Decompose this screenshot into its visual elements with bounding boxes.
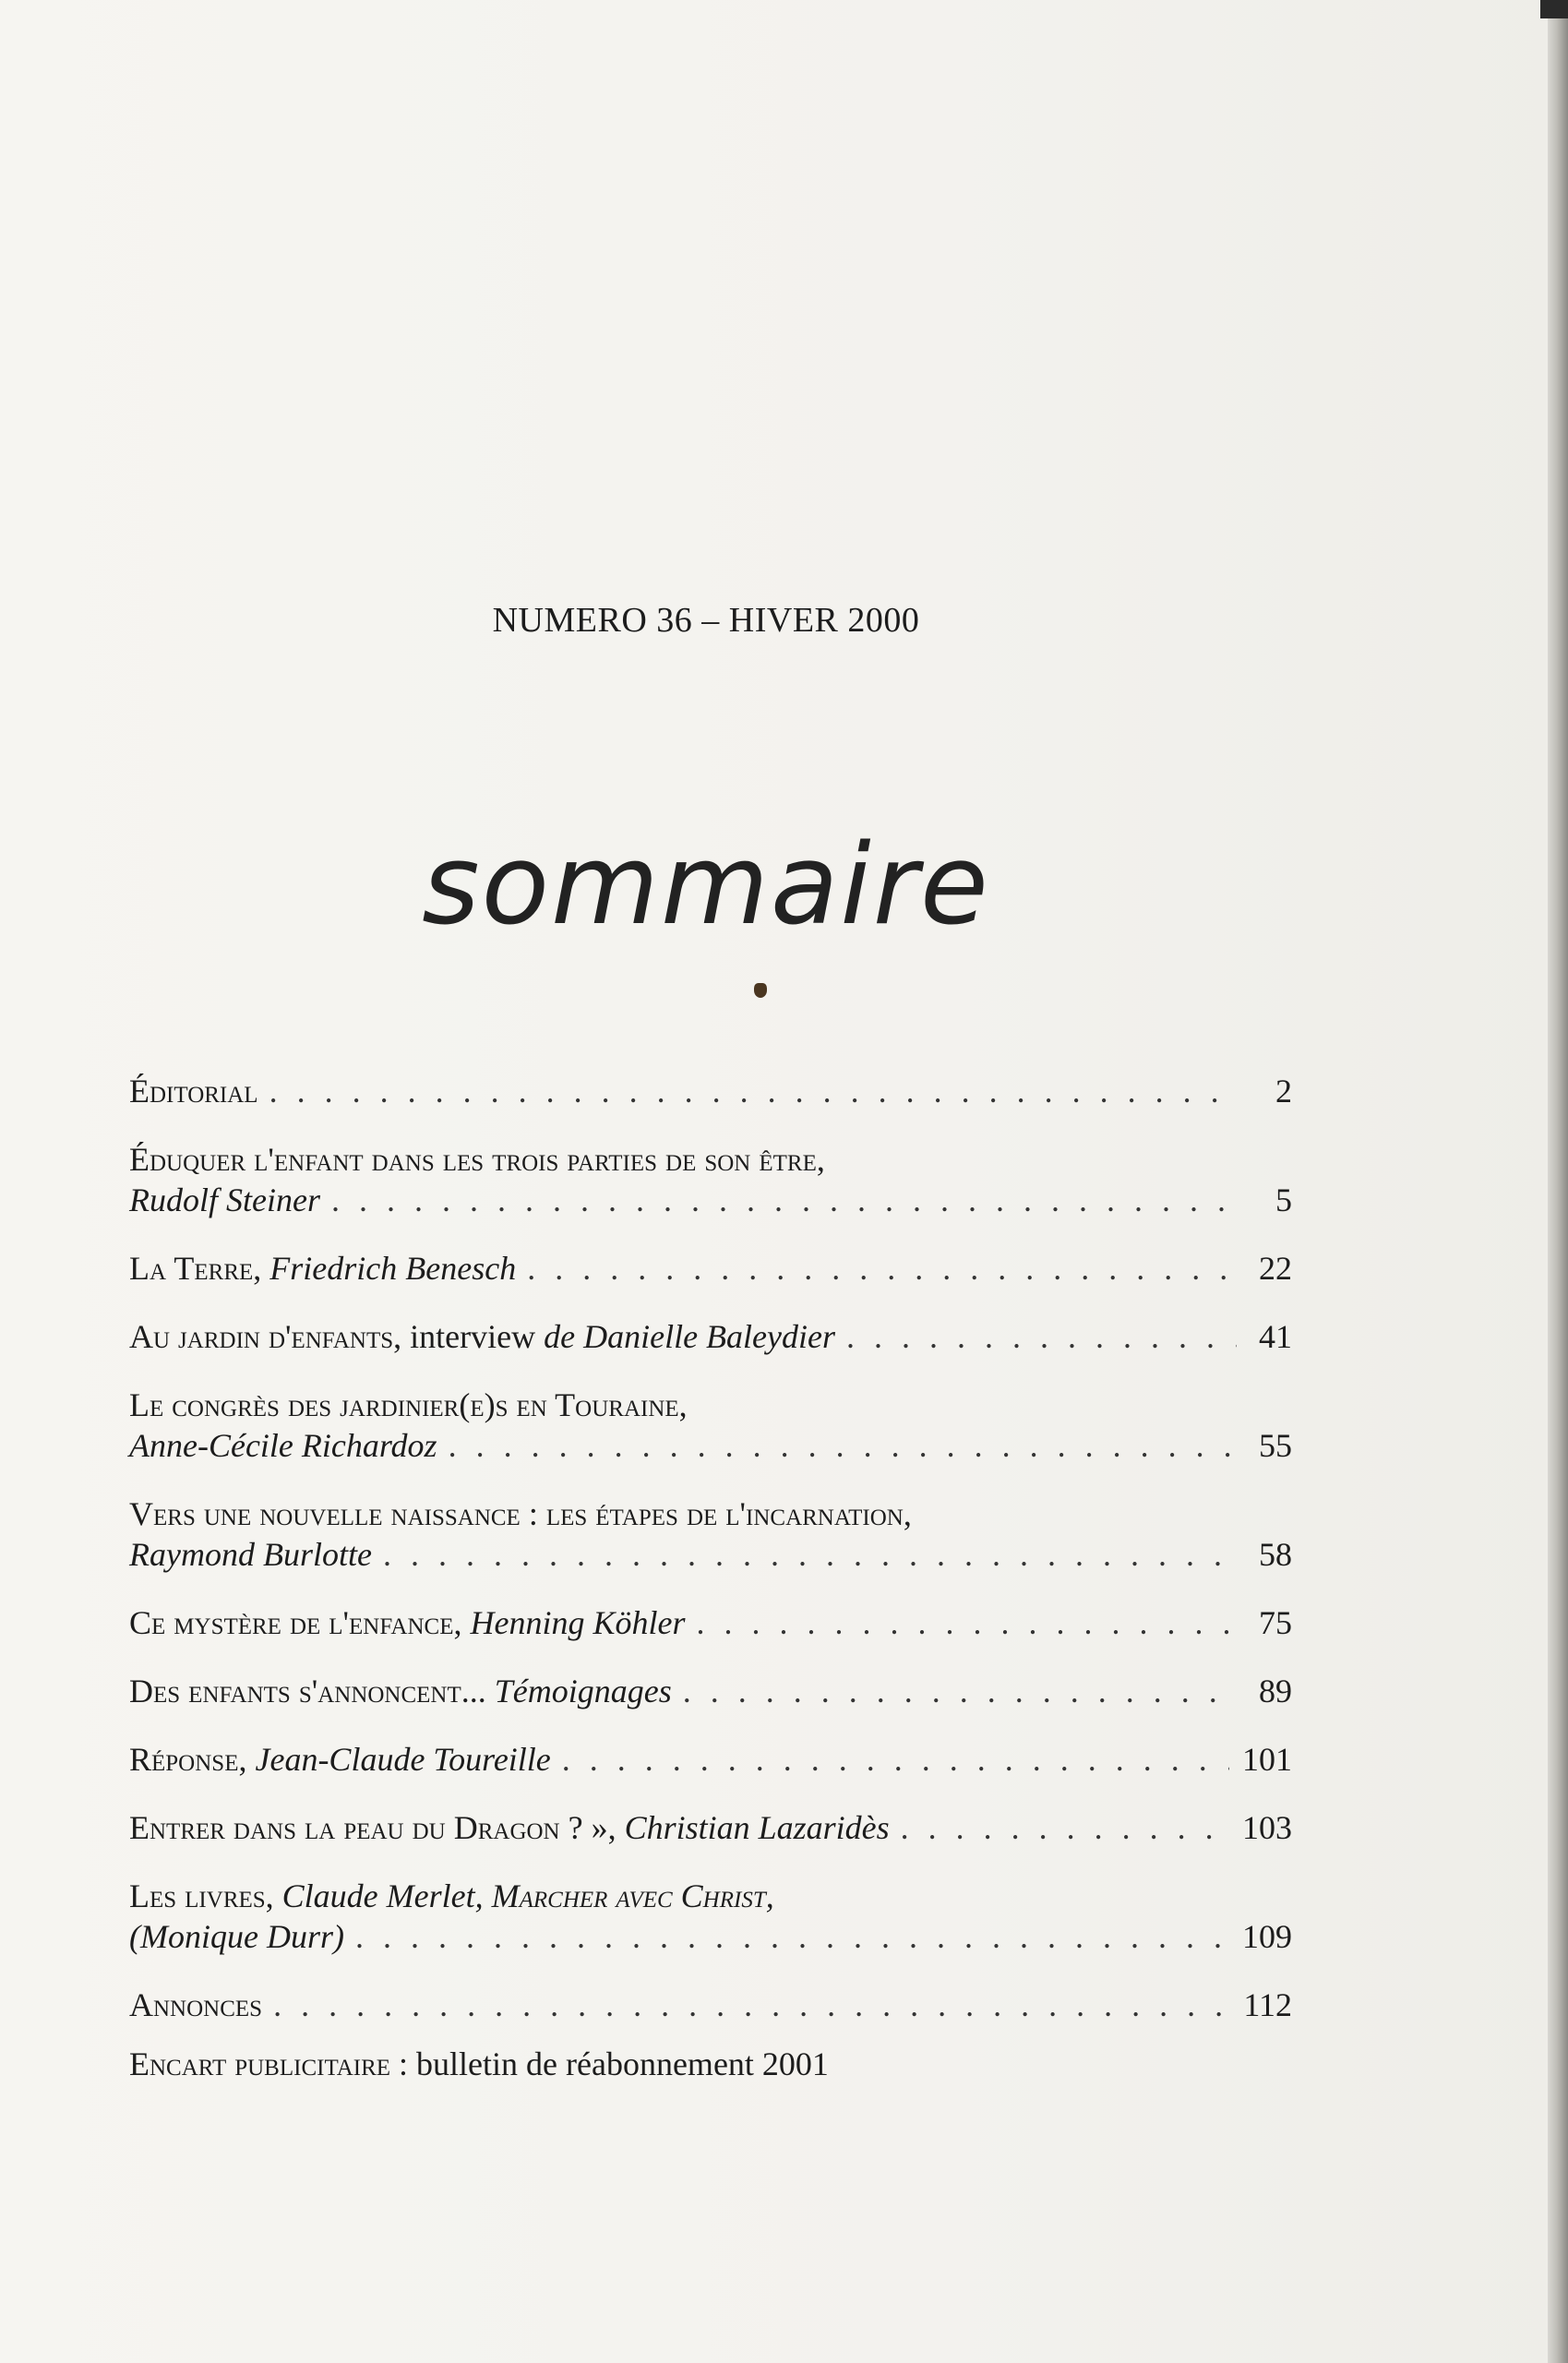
toc-entry-eduquer[interactable] (129, 1139, 1292, 1220)
entry-title: Réponse, (129, 1741, 247, 1778)
page-number: 2 (1275, 1073, 1292, 1110)
page-edge (1548, 0, 1568, 2363)
entry-author: Jean-Claude Toureille (255, 1741, 551, 1778)
entry-title: Entrer dans la peau du Dragon ? », (129, 1809, 616, 1846)
page-number: 22 (1259, 1250, 1292, 1287)
entry-title: Ce mystère de l'enfance, (129, 1604, 462, 1641)
page-number: 55 (1259, 1427, 1292, 1464)
leader-dots (273, 1985, 1230, 2025)
ornament-mark (754, 983, 767, 998)
toc-entry-annonces[interactable] (129, 1985, 1292, 2025)
leader-dots (527, 1248, 1237, 1289)
entry-title: Encart publicitaire : (129, 2045, 409, 2082)
leader-dots (562, 1739, 1229, 1780)
page-title: sommaire (422, 822, 990, 950)
entry-author: de Danielle Baleydier (544, 1318, 835, 1355)
page-number: 5 (1275, 1182, 1292, 1218)
entry-title: La Terre, (129, 1250, 262, 1287)
entry-author: Friedrich Benesch (269, 1250, 517, 1287)
page-number: 109 (1242, 1918, 1292, 1955)
entry-title: Au jardin d'enfants, (129, 1318, 402, 1355)
toc-entry-terre[interactable] (129, 1248, 1292, 1289)
page-number: 89 (1259, 1673, 1292, 1709)
entry-author: Témoignages (494, 1673, 672, 1709)
entry-title: Des enfants s'annoncent... (129, 1673, 486, 1709)
leader-dots (355, 1916, 1229, 1957)
table-of-contents (129, 1071, 1292, 2112)
entry-mid: interview (410, 1318, 536, 1355)
leader-dots (449, 1425, 1237, 1466)
toc-entry-enfants[interactable] (129, 1671, 1292, 1711)
entry-title: Vers une nouvelle naissance : les étapes de l'incarnation, (129, 1495, 912, 1532)
page-number: 75 (1259, 1604, 1292, 1641)
entry-author: Anne-Cécile Richardoz (129, 1427, 437, 1464)
leader-dots (901, 1807, 1229, 1848)
issue-line: NUMERO 36 – HIVER 2000 (492, 601, 920, 640)
entry-rest: bulletin de réabonnement 2001 (416, 2045, 829, 2082)
page-number: 41 (1259, 1318, 1292, 1355)
page-number: 58 (1259, 1536, 1292, 1573)
entry-title: Éditorial (129, 1073, 258, 1110)
page-number: 112 (1243, 1986, 1292, 2023)
entry-title: Les livres, (129, 1877, 274, 1914)
entry-author: Rudolf Steiner (129, 1182, 320, 1218)
entry-author-2: (Monique Durr) (129, 1918, 344, 1955)
entry-author: Claude Merlet, (281, 1877, 484, 1914)
toc-entry-encart (129, 2044, 1292, 2084)
leader-dots (331, 1180, 1237, 1220)
entry-subtitle: Marcher avec Christ, (491, 1877, 774, 1914)
entry-title: Éduquer l'enfant dans les trois parties de son être, (129, 1141, 825, 1178)
toc-entry-dragon[interactable] (129, 1807, 1292, 1848)
toc-entry-reponse[interactable] (129, 1739, 1292, 1780)
toc-entry-editorial[interactable] (129, 1071, 1292, 1111)
leader-dots (383, 1534, 1237, 1575)
toc-entry-mystere[interactable] (129, 1602, 1292, 1643)
toc-entry-naissance[interactable] (129, 1493, 1292, 1575)
entry-author: Christian Lazaridès (624, 1809, 890, 1846)
leader-dots (696, 1602, 1237, 1643)
entry-title: Annonces (129, 1986, 263, 2023)
toc-entry-livres[interactable] (129, 1876, 1292, 1957)
entry-author: Raymond Burlotte (129, 1536, 372, 1573)
entry-title: Le congrès des jardinier(e)s en Touraine, (129, 1386, 688, 1423)
page-number: 101 (1242, 1741, 1292, 1778)
page-edge-corner (1540, 0, 1568, 18)
leader-dots (269, 1071, 1237, 1111)
entry-author: Henning Köhler (470, 1604, 686, 1641)
leader-dots (846, 1316, 1237, 1357)
page-number: 103 (1242, 1809, 1292, 1846)
leader-dots (683, 1671, 1237, 1711)
toc-entry-congres[interactable] (129, 1385, 1292, 1466)
toc-entry-jardin[interactable] (129, 1316, 1292, 1357)
